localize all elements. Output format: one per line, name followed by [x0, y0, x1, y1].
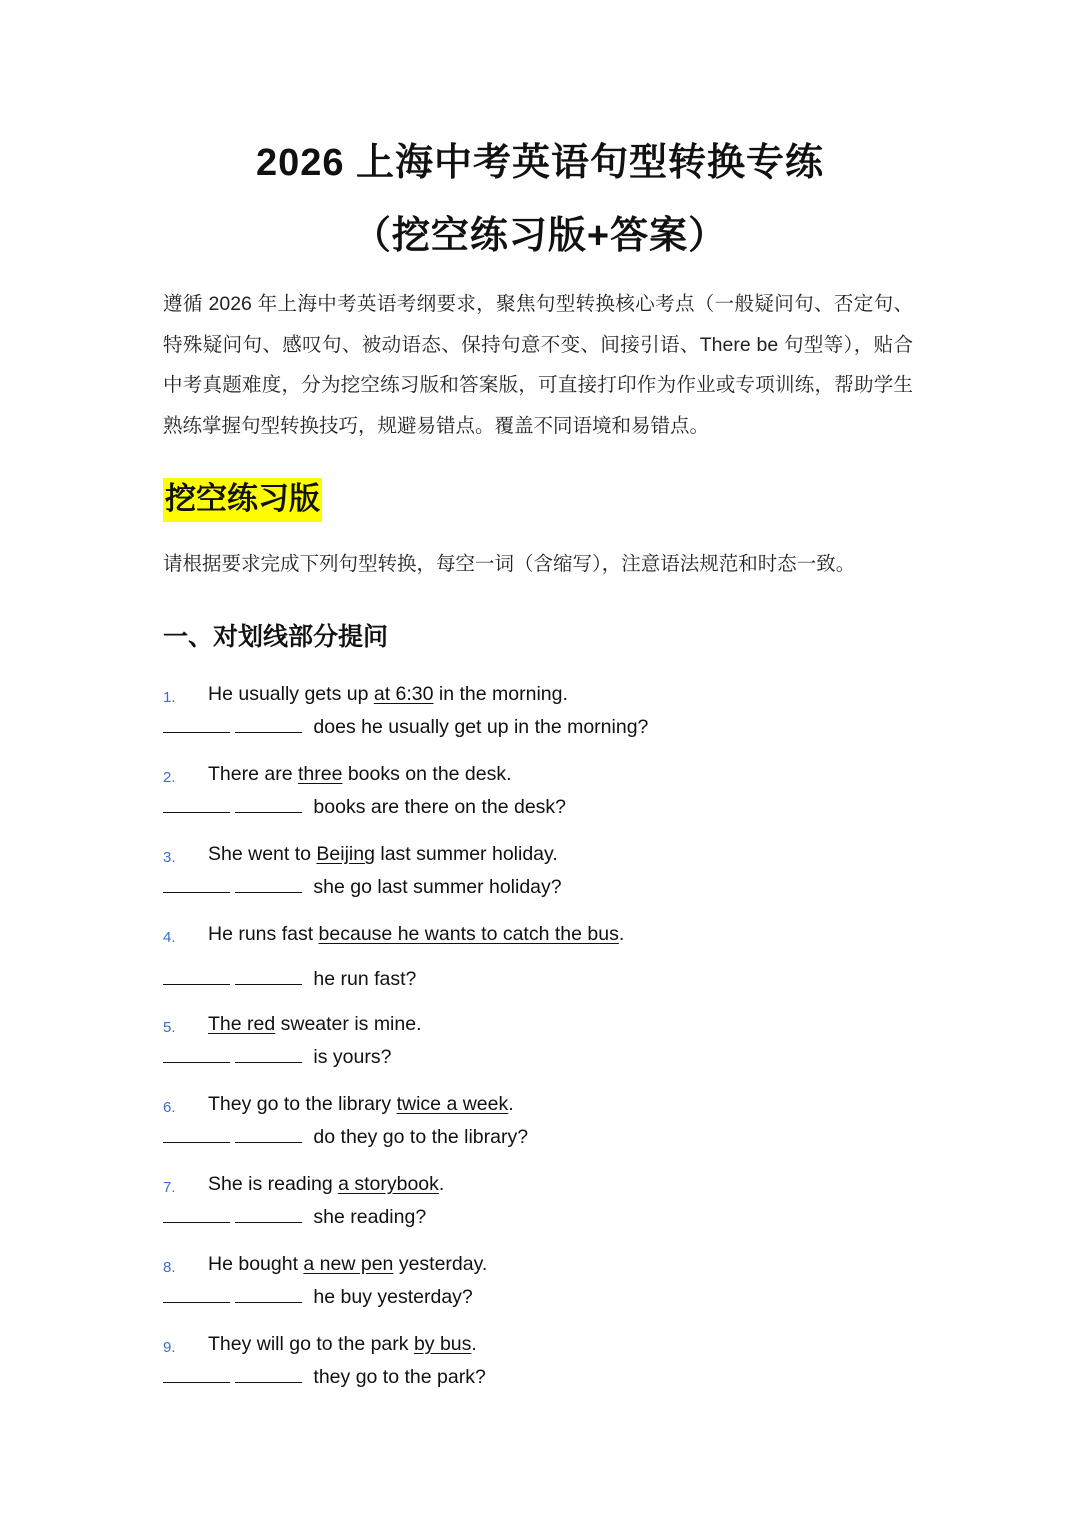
question-sentence: She is reading a storybook. — [208, 1173, 445, 1195]
answer-blank[interactable] — [235, 1283, 302, 1303]
question-sentence: They go to the library twice a week. — [208, 1093, 514, 1115]
question-sentence: They will go to the park by bus. — [208, 1333, 477, 1355]
answer-blank[interactable] — [235, 965, 302, 985]
answer-blank[interactable] — [235, 873, 302, 893]
answer-line: he run fast? — [163, 965, 923, 991]
answer-line: they go to the park? — [163, 1363, 923, 1389]
part-heading: 一、对划线部分提问 — [163, 623, 389, 651]
question-sentence: He bought a new pen yesterday. — [208, 1253, 488, 1275]
question-sentence: He runs fast because he wants to catch the bus. — [208, 923, 625, 945]
answer-blank[interactable] — [163, 965, 230, 985]
question-number: 1. — [163, 689, 176, 706]
question-number: 6. — [163, 1099, 176, 1116]
question-item — [163, 683, 923, 739]
answer-blank[interactable] — [163, 1043, 230, 1063]
question-number: 7. — [163, 1179, 176, 1196]
intro-paragraph: 遵循 2026 年上海中考英语考纲要求，聚焦句型转换核心考点（一般疑问句、否定句、特殊疑问句、感叹句、被动语态、保持句意不变、间接引语、There be 句型等），贴合中考真题难度，分为挖空练习版和答案版，可直接打印作为作业或专项训练，帮助学生熟练掌握句型转换技巧，规避易错点。覆盖不同语境和易错点。 — [163, 293, 913, 437]
underlined-part: a storybook — [338, 1173, 439, 1195]
question-number: 4. — [163, 929, 176, 946]
answer-blank[interactable] — [163, 873, 230, 893]
section-heading-practice: 挖空练习版 — [163, 478, 322, 522]
question-number: 5. — [163, 1019, 176, 1036]
underlined-part: The red — [208, 1013, 276, 1035]
answer-blank[interactable] — [235, 1043, 302, 1063]
document-subtitle: （挖空练习版+答案） — [352, 215, 728, 257]
answer-line: he buy yesterday? — [163, 1283, 923, 1309]
answer-line: do they go to the library? — [163, 1123, 923, 1149]
answer-line: she reading? — [163, 1203, 923, 1229]
question-item — [163, 1333, 923, 1389]
question-sentence: There are three books on the desk. — [208, 763, 512, 785]
underlined-part: by bus — [413, 1333, 472, 1355]
question-item — [163, 1253, 923, 1309]
answer-blank[interactable] — [235, 793, 302, 813]
answer-line: books are there on the desk? — [163, 793, 923, 819]
question-number: 8. — [163, 1259, 176, 1276]
question-item — [163, 1173, 923, 1229]
question-item — [163, 923, 923, 991]
answer-line: she go last summer holiday? — [163, 873, 923, 899]
answer-blank[interactable] — [163, 793, 230, 813]
question-number: 2. — [163, 769, 176, 786]
underlined-part: twice a week — [396, 1093, 509, 1115]
question-number: 9. — [163, 1339, 176, 1356]
underlined-part: at 6:30 — [373, 683, 434, 705]
underlined-part: three — [297, 763, 343, 785]
underlined-part: a new pen — [303, 1253, 394, 1275]
answer-line: does he usually get up in the morning? — [163, 713, 923, 739]
answer-line: is yours? — [163, 1043, 923, 1069]
question-sentence: He usually gets up at 6:30 in the morning. — [208, 683, 568, 705]
question-item — [163, 1093, 923, 1149]
underlined-part: Beijing — [316, 843, 375, 865]
answer-blank[interactable] — [235, 1363, 302, 1383]
question-item — [163, 763, 923, 819]
document-title: 2026 上海中考英语句型转换专练 — [255, 142, 825, 184]
question-number: 3. — [163, 849, 176, 866]
answer-blank[interactable] — [163, 1123, 230, 1143]
question-item — [163, 1013, 923, 1069]
underlined-part: because he wants to catch the bus — [318, 923, 619, 945]
answer-blank[interactable] — [235, 713, 302, 733]
question-sentence: She went to Beijing last summer holiday. — [208, 843, 558, 865]
answer-blank[interactable] — [235, 1123, 302, 1143]
answer-blank[interactable] — [163, 1363, 230, 1383]
question-item — [163, 843, 923, 899]
answer-blank[interactable] — [163, 1283, 230, 1303]
answer-blank[interactable] — [163, 1203, 230, 1223]
question-sentence: The red sweater is mine. — [208, 1013, 422, 1035]
instruction-text: 请根据要求完成下列句型转换，每空一词（含缩写），注意语法规范和时态一致。 — [163, 553, 856, 575]
answer-blank[interactable] — [235, 1203, 302, 1223]
answer-blank[interactable] — [163, 713, 230, 733]
